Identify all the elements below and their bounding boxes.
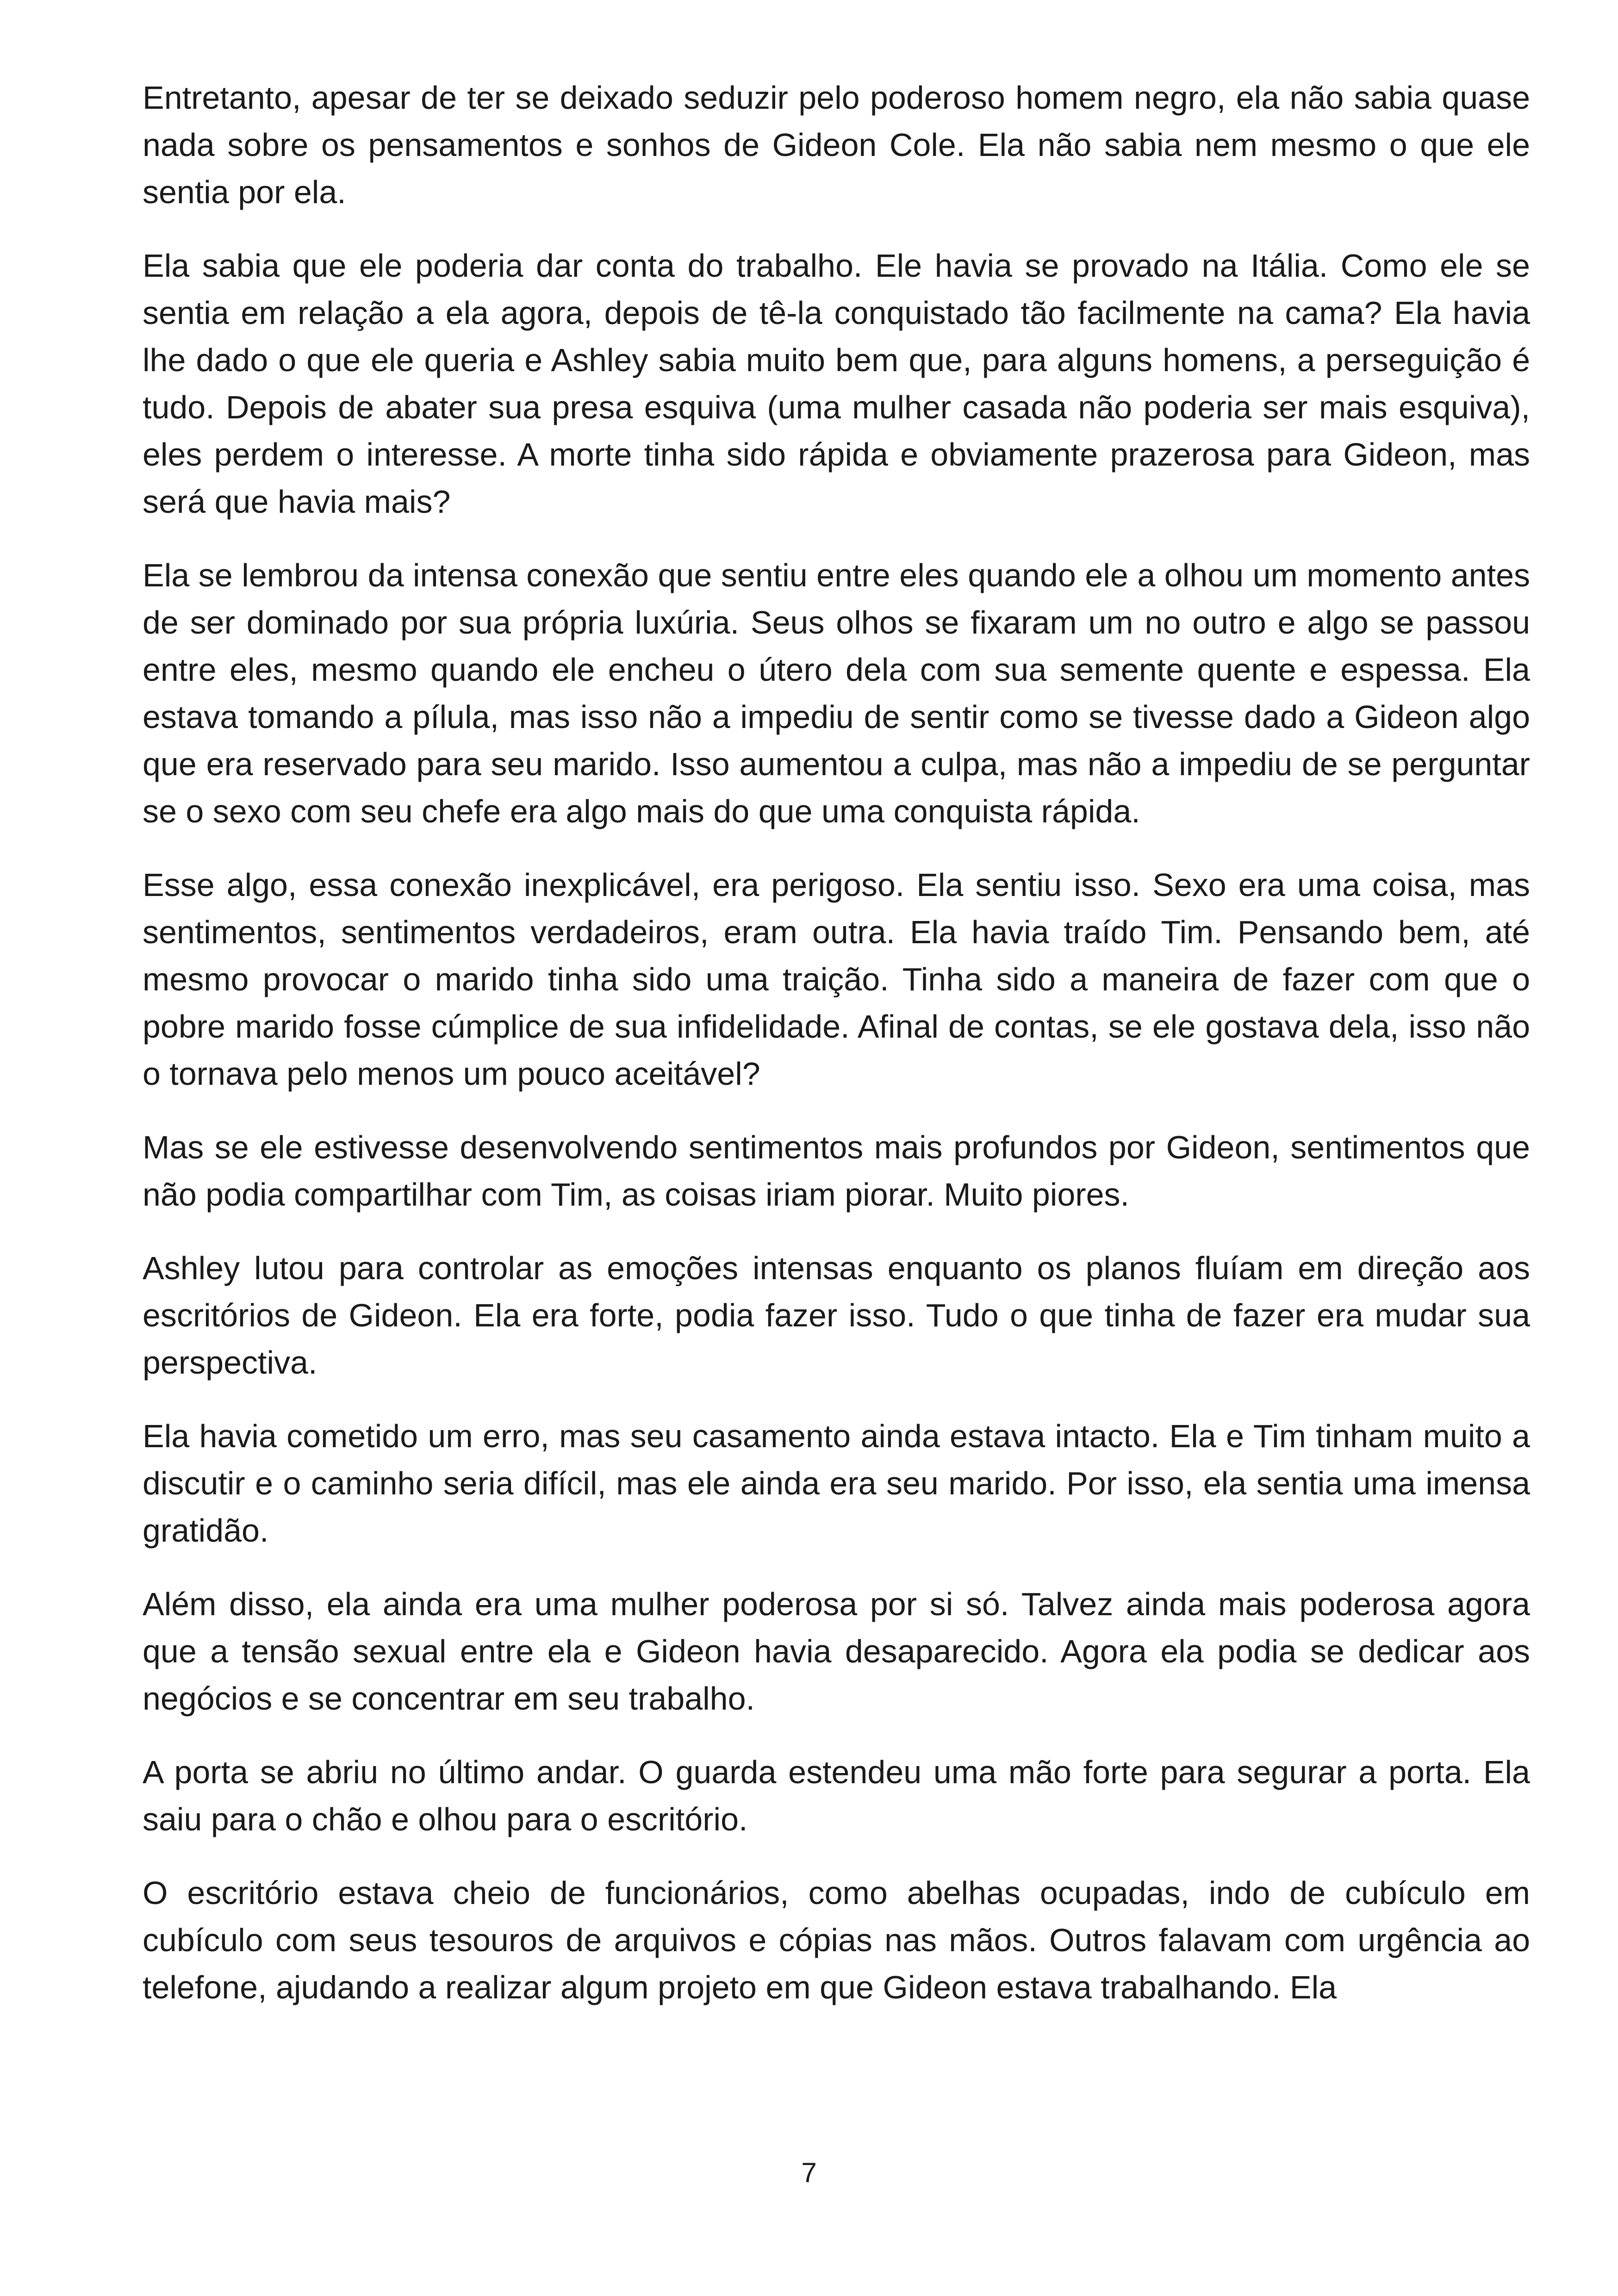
paragraph: Além disso, ela ainda era uma mulher poderosa por si só. Talvez ainda mais poderosa agora que a tensão sexual entre ela e Gideon havia desaparecido. Agora ela podia se dedicar aos negócios e se concentrar em seu trabalho. [143,1586,1530,1717]
paragraph: O escritório estava cheio de funcionários, como abelhas ocupadas, indo de cubículo em cubículo com seus tesouros de arquivos e cópias nas mãos. Outros falavam com urgência ao telefone, ajudando a realizar algum projeto em que Gideon estava trabalhando. Ela [143,1875,1530,2005]
paragraph: Ashley lutou para controlar as emoções intensas enquanto os planos fluíam em direção aos escritórios de Gideon. Ela era forte, podia fazer isso. Tudo o que tinha de fazer era mudar sua perspectiva. [143,1250,1530,1381]
paragraph: Entretanto, apesar de ter se deixado seduzir pelo poderoso homem negro, ela não sabia quase nada sobre os pensamentos e sonhos de Gideon Cole. Ela não sabia nem mesmo o que ele sentia por ela. [143,80,1530,210]
paragraph: Mas se ele estivesse desenvolvendo sentimentos mais profundos por Gideon, sentimentos que não podia compartilhar com Tim, as coisas iriam piorar. Muito piores. [143,1129,1530,1213]
paragraph: Esse algo, essa conexão inexplicável, era perigoso. Ela sentiu isso. Sexo era uma coisa, mas sentimentos, sentimentos verdadeiros, eram outra. Ela havia traído Tim. Pensando bem, até mesmo provocar o marido tinha sido uma traição. Tinha sido a maneira de fazer com que o pobre marido fosse cúmplice de sua infidelidade. Afinal de contas, se ele gostava dela, isso não o tornava pelo menos um pouco aceitável? [143,867,1530,1092]
body-text [143,74,1530,2037]
paragraph: Ela sabia que ele poderia dar conta do trabalho. Ele havia se provado na Itália. Como ele se sentia em relação a ela agora, depois de tê-la conquistado tão facilmente na cama? Ela havia lhe dado o que ele queria e Ashley sabia muito bem que, para alguns homens, a perseguição é tudo. Depois de abater sua presa esquiva (uma mulher casada não poderia ser mais esquiva), eles perdem o interesse. A morte tinha sido rápida e obviamente prazerosa para Gideon, mas será que havia mais? [143,248,1530,520]
paragraph: A porta se abriu no último andar. O guarda estendeu uma mão forte para segurar a porta. Ela saiu para o chão e olhou para o escritório. [143,1754,1530,1837]
paragraph: Ela se lembrou da intensa conexão que sentiu entre eles quando ele a olhou um momento antes de ser dominado por sua própria luxúria. Seus olhos se fixaram um no outro e algo se passou entre eles, mesmo quando ele encheu o útero dela com sua semente quente e espessa. Ela estava tomando a pílula, mas isso não a impediu de sentir como se tivesse dado a Gideon algo que era reservado para seu marido. Isso aumentou a culpa, mas não a impediu de se perguntar se o sexo com seu chefe era algo mais do que uma conquista rápida. [143,557,1530,829]
paragraph: Ela havia cometido um erro, mas seu casamento ainda estava intacto. Ela e Tim tinham muito a discutir e o caminho seria difícil, mas ele ainda era seu marido. Por isso, ela sentia uma imensa gratidão. [143,1418,1530,1549]
page-number: 7 [801,2157,817,2188]
